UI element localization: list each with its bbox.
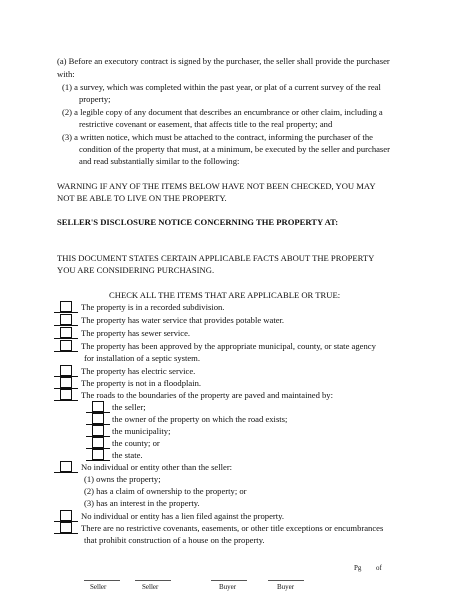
checkbox-underline [54,400,78,401]
owner-subitem: (3) has an interest in the property. [84,498,200,508]
intro-item-3-cont: and read substantially similar to the following: [79,156,240,166]
item-sewer-service: The property has sewer service. [81,328,191,338]
seller-signature-line[interactable] [135,580,171,581]
item-recorded-subdivision: The property is in a recorded subdivision. [81,302,225,312]
warning-text: WARNING IF ANY OF THE ITEMS BELOW HAVE NOT BEEN CHECKED, YOU MAY [57,181,376,191]
item-no-restrictive-covenants-cont: that prohibit construction of a house on the property. [84,535,265,545]
owner-subitem: (2) has a claim of ownership to the property; or [84,486,247,496]
intro-lead-line: (a) Before an executory contract is signed by the purchaser, the seller shall provide the purchaser [57,56,390,66]
page-number-label: Pg [354,564,362,572]
buyer-signature-line[interactable] [268,580,304,581]
seller-initial-label: Seller [142,583,159,591]
intro-item-1: (1) a survey, which was completed within the past year, or plat of a current survey of the real [62,82,381,92]
checkbox-road-municipality[interactable] [92,425,104,436]
checkbox-underline [54,351,78,352]
checkbox-no-restrictive-covenants[interactable] [60,522,72,533]
intro-lead-line: with: [57,69,75,79]
road-option-municipality: the municipality; [112,426,171,436]
item-septic-approval: The property has been approved by the appropriate municipal, county, or state agency [81,341,376,351]
road-option-owner: the owner of the property on which the road exists; [112,414,288,424]
road-option-county: the county; or [112,438,160,448]
checkbox-sewer-service[interactable] [60,327,72,338]
notice-title: SELLER'S DISCLOSURE NOTICE CONCERNING THE PROPERTY AT: [57,217,339,227]
intro-item-3-cont: condition of the property that must, at a minimum, be executed by the seller and purchaser [79,144,390,154]
checkbox-water-service[interactable] [60,314,72,325]
checkbox-septic-approval[interactable] [60,340,72,351]
seller-initial-label: Seller [90,583,107,591]
item-electric-service: The property has electric service. [81,366,196,376]
checkbox-underline [86,460,110,461]
intro-item-3: (3) a written notice, which must be attached to the contract, informing the purchaser of the [62,132,373,142]
checkbox-not-floodplain[interactable] [60,377,72,388]
checkbox-road-seller[interactable] [92,401,104,412]
intro-item-2-cont: restrictive covenant or easement, that affects title to the real property; and [79,119,333,129]
checkbox-road-owner[interactable] [92,413,104,424]
intro-item-2: (2) a legible copy of any document that describes an encumbrance or other claim, including a [62,107,383,117]
buyer-initial-label: Buyer [219,583,237,591]
checkbox-underline [54,325,78,326]
buyer-signature-line[interactable] [211,580,247,581]
checkbox-underline [54,472,78,473]
intro-item-1-cont: property; [79,94,111,104]
checklist-heading: CHECK ALL THE ITEMS THAT ARE APPLICABLE OR TRUE: [109,290,341,300]
road-option-state: the state. [112,450,143,460]
seller-signature-line[interactable] [84,580,120,581]
buyer-initial-label: Buyer [277,583,295,591]
owner-subitem: (1) owns the property; [84,474,161,484]
checkbox-no-lien[interactable] [60,510,72,521]
item-no-lien: No individual or entity has a lien filed against the property. [81,511,285,521]
checkbox-roads-paved[interactable] [60,389,72,400]
item-no-restrictive-covenants: There are no restrictive covenants, easements, or other title exceptions or encumbrances [81,523,384,533]
checkbox-underline [54,338,78,339]
checkbox-underline [54,533,78,534]
statement-text: THIS DOCUMENT STATES CERTAIN APPLICABLE FACTS ABOUT THE PROPERTY [57,253,375,263]
checkbox-no-other-owner[interactable] [60,461,72,472]
item-roads-paved: The roads to the boundaries of the property are paved and maintained by: [81,390,333,400]
warning-text: NOT BE ABLE TO LIVE ON THE PROPERTY. [57,193,227,203]
checkbox-road-county[interactable] [92,437,104,448]
page-of-label: of [376,564,382,572]
checkbox-electric-service[interactable] [60,365,72,376]
road-option-seller: the seller; [112,402,146,412]
item-water-service: The property has water service that provides potable water. [81,315,285,325]
item-no-other-owner: No individual or entity other than the seller: [81,462,233,472]
checkbox-road-state[interactable] [92,449,104,460]
checkbox-recorded-subdivision[interactable] [60,301,72,312]
item-not-floodplain: The property is not in a floodplain. [81,378,202,388]
item-septic-approval-cont: for installation of a septic system. [84,353,200,363]
statement-text: YOU ARE CONSIDERING PURCHASING. [57,265,215,275]
checkbox-underline [54,312,78,313]
